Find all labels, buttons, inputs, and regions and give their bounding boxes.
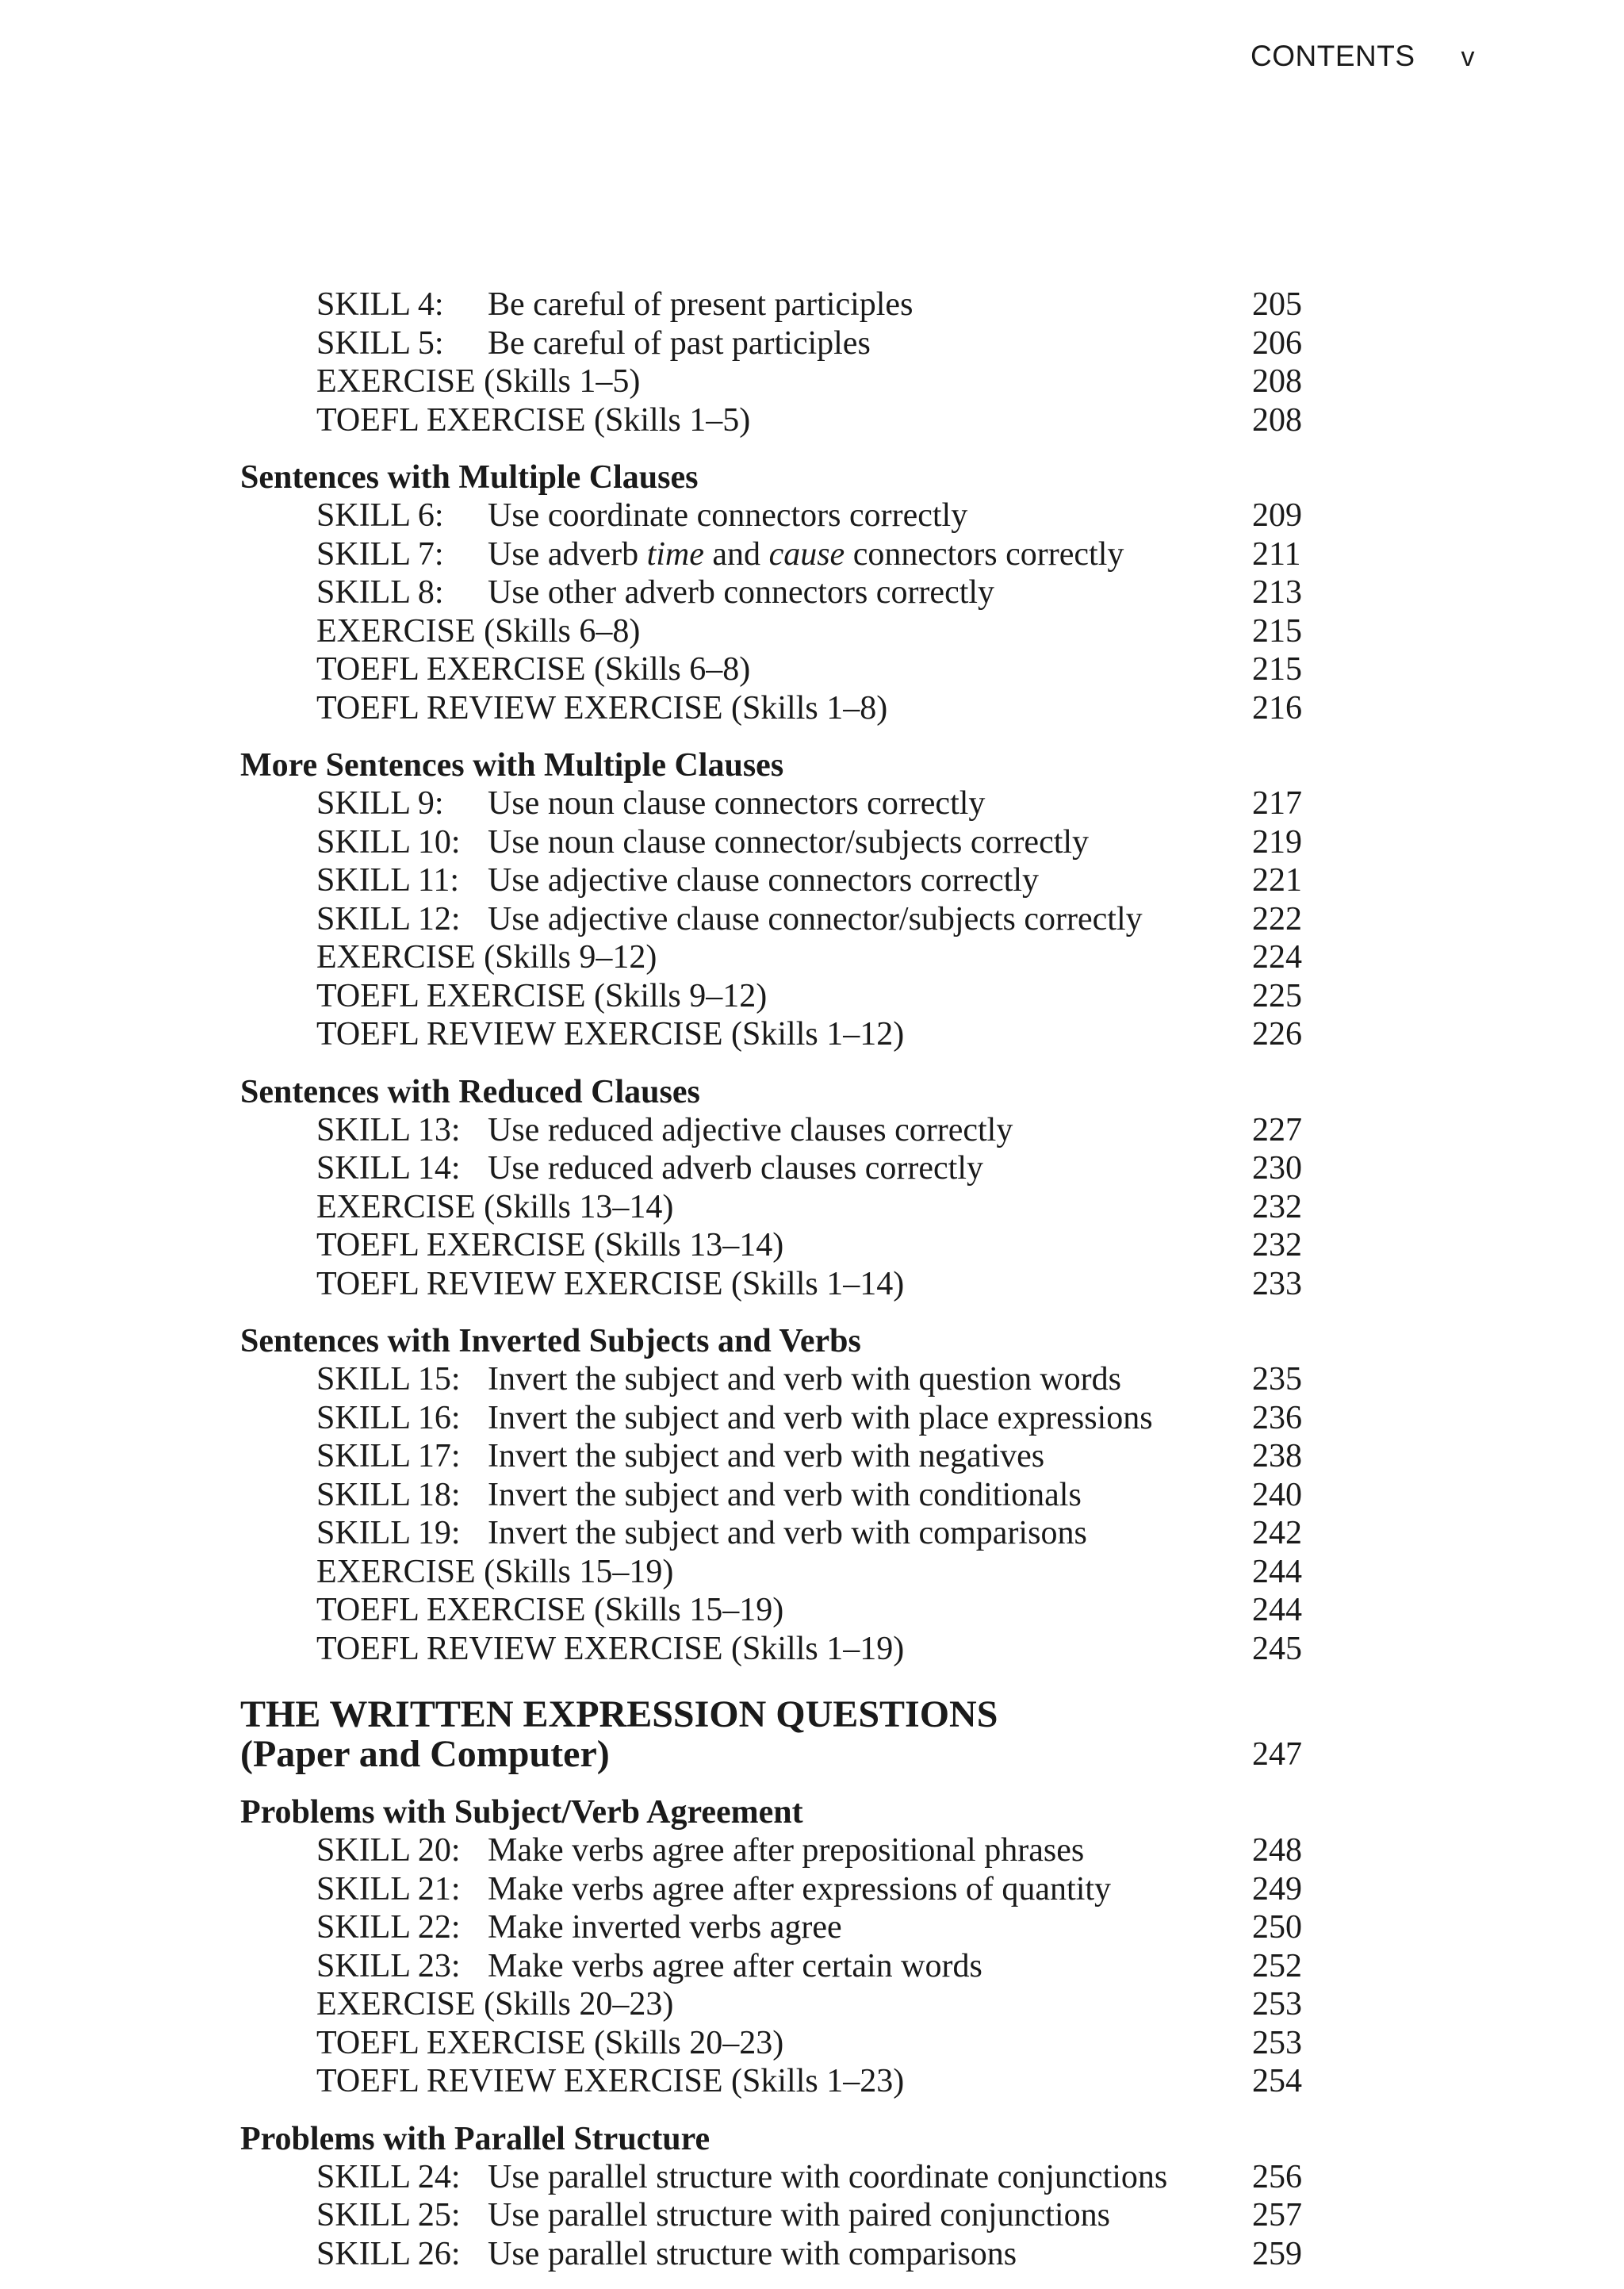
- page-number: 226: [1252, 1016, 1302, 1052]
- toc-entry[interactable]: [240, 1015, 1312, 1054]
- entry-title: TOEFL EXERCISE (Skills 9–12): [316, 977, 768, 1014]
- skill-label: SKILL 14:: [316, 1150, 461, 1187]
- skill-label: SKILL 26:: [316, 2235, 461, 2272]
- toc-entry[interactable]: [240, 1265, 1312, 1304]
- skill-label: SKILL 5:: [316, 324, 444, 362]
- page-number: 213: [1252, 574, 1302, 611]
- entry-title: Make inverted verbs agree: [488, 1909, 842, 1946]
- toc-entry[interactable]: [240, 784, 1312, 823]
- entry-title: EXERCISE (Skills 15–19): [316, 1553, 674, 1590]
- toc-entry[interactable]: [240, 1870, 1312, 1909]
- entry-title: TOEFL REVIEW EXERCISE (Skills 1–14): [316, 1265, 905, 1302]
- toc-entry[interactable]: [240, 1630, 1312, 1669]
- entry-title: EXERCISE (Skills 6–8): [316, 612, 641, 650]
- table-of-contents: [240, 286, 1312, 2273]
- page-number: 233: [1252, 1265, 1302, 1302]
- entry-title: EXERCISE (Skills 13–14): [316, 1188, 674, 1225]
- part-heading[interactable]: [240, 1695, 1312, 1774]
- toc-entry[interactable]: [240, 1553, 1312, 1592]
- page-number: 215: [1252, 612, 1302, 650]
- page-number: 230: [1252, 1150, 1302, 1187]
- entry-title: Use adjective clause connector/subjects correctly: [488, 900, 1143, 937]
- skill-label: SKILL 16:: [316, 1399, 461, 1436]
- page-number: 208: [1252, 363, 1302, 400]
- entry-title: Use noun clause connector/subjects correctly: [488, 823, 1090, 861]
- entry-title: Make verbs agree after expressions of quantity: [488, 1870, 1112, 1908]
- skill-label: SKILL 18:: [316, 1476, 461, 1513]
- toc-entry[interactable]: [240, 1476, 1312, 1515]
- toc-entry[interactable]: [240, 823, 1312, 862]
- entry-title: Use other adverb connectors correctly: [488, 574, 995, 611]
- toc-entry[interactable]: [240, 612, 1312, 651]
- page-number: 235: [1252, 1361, 1302, 1398]
- entry-title: TOEFL EXERCISE (Skills 6–8): [316, 651, 751, 688]
- section-heading[interactable]: Sentences with Multiple Clauses: [240, 459, 699, 496]
- toc-entry[interactable]: [240, 1437, 1312, 1476]
- skill-label: SKILL 10:: [316, 823, 461, 861]
- page-number: 245: [1252, 1630, 1302, 1667]
- page-number: 222: [1252, 900, 1302, 937]
- toc-entry[interactable]: [240, 362, 1312, 401]
- page-number: 248: [1252, 1832, 1302, 1869]
- section-heading[interactable]: Problems with Parallel Structure: [240, 2120, 710, 2157]
- toc-entry[interactable]: [240, 2158, 1312, 2197]
- part-title-line-2: (Paper and Computer): [240, 1733, 610, 1775]
- toc-entry[interactable]: [240, 1149, 1312, 1188]
- skill-label: SKILL 13:: [316, 1111, 461, 1148]
- entry-title: TOEFL EXERCISE (Skills 13–14): [316, 1227, 784, 1263]
- toc-entry[interactable]: [240, 861, 1312, 900]
- entry-title: TOEFL EXERCISE (Skills 15–19): [316, 1592, 784, 1628]
- entry-title: TOEFL REVIEW EXERCISE (Skills 1–19): [316, 1630, 905, 1667]
- entry-title: Invert the subject and verb with conditionals: [488, 1476, 1082, 1513]
- skill-label: SKILL 19:: [316, 1515, 461, 1551]
- page-number: 211: [1252, 535, 1301, 573]
- entry-title: Make verbs agree after prepositional phrases: [488, 1832, 1085, 1869]
- entry-title-part: Use adverb: [488, 535, 647, 573]
- skill-label: SKILL 20:: [316, 1832, 461, 1869]
- toc-entry[interactable]: [240, 1188, 1312, 1227]
- toc-entry[interactable]: [240, 2235, 1312, 2274]
- entry-title: TOEFL REVIEW EXERCISE (Skills 1–12): [316, 1016, 905, 1052]
- page-number: 224: [1252, 939, 1302, 976]
- toc-entry[interactable]: [240, 1399, 1312, 1438]
- toc-entry[interactable]: [240, 535, 1312, 574]
- toc-section: [240, 1073, 1312, 1304]
- entry-title: Use coordinate connectors correctly: [488, 497, 968, 534]
- section-heading[interactable]: More Sentences with Multiple Clauses: [240, 747, 784, 784]
- entry-title: Invert the subject and verb with place expressions: [488, 1399, 1153, 1436]
- part-title-line-1: THE WRITTEN EXPRESSION QUESTIONS: [240, 1693, 998, 1735]
- entry-title: TOEFL REVIEW EXERCISE (Skills 1–8): [316, 689, 888, 727]
- toc-entry[interactable]: [240, 324, 1312, 363]
- page-number: 227: [1252, 1111, 1302, 1148]
- toc-entry[interactable]: [240, 1360, 1312, 1399]
- toc-entry[interactable]: [240, 1985, 1312, 2024]
- page-number: 252: [1252, 1947, 1302, 1984]
- toc-entry[interactable]: [240, 401, 1312, 440]
- page-number: 225: [1252, 977, 1302, 1014]
- page-number: 244: [1252, 1592, 1302, 1628]
- page-number: 216: [1252, 689, 1302, 727]
- page-number: 247: [1252, 1736, 1302, 1773]
- entry-title: EXERCISE (Skills 20–23): [316, 1986, 674, 2023]
- skill-label: SKILL 7:: [316, 535, 444, 573]
- page-number: 253: [1252, 1986, 1302, 2023]
- page-number: 232: [1252, 1188, 1302, 1225]
- entry-title: EXERCISE (Skills 1–5): [316, 363, 641, 400]
- entry-title: Invert the subject and verb with question words: [488, 1361, 1121, 1398]
- toc-section: [240, 1793, 1312, 2101]
- toc-entry[interactable]: [240, 1111, 1312, 1150]
- toc-entry[interactable]: [240, 689, 1312, 728]
- entry-title-italic: cause: [768, 535, 845, 573]
- page-number: 242: [1252, 1515, 1302, 1551]
- skill-label: SKILL 22:: [316, 1909, 461, 1946]
- toc-section-continued: [240, 286, 1312, 439]
- part-titles: [240, 1695, 1252, 1774]
- toc-section: [240, 458, 1312, 727]
- page-number: 208: [1252, 401, 1302, 439]
- page-number: 250: [1252, 1909, 1302, 1946]
- toc-entry[interactable]: [240, 286, 1312, 324]
- entry-title: Be careful of present participles: [488, 286, 914, 323]
- page-number: 215: [1252, 651, 1302, 688]
- skill-label: SKILL 17:: [316, 1438, 461, 1474]
- toc-entry[interactable]: [240, 1831, 1312, 1870]
- toc-entry[interactable]: [240, 1226, 1312, 1265]
- entry-title: Use parallel structure with paired conjunctions: [488, 2197, 1110, 2233]
- running-head: [1251, 40, 1475, 73]
- page-number: 259: [1252, 2235, 1302, 2272]
- page-number: 221: [1252, 862, 1302, 899]
- toc-entry[interactable]: [240, 1514, 1312, 1553]
- section-heading[interactable]: Problems with Subject/Verb Agreement: [240, 1794, 803, 1831]
- toc-entry[interactable]: [240, 497, 1312, 535]
- skill-label: SKILL 6:: [316, 497, 444, 534]
- toc-section: [240, 1322, 1312, 1668]
- page-number: 240: [1252, 1476, 1302, 1513]
- entry-title: Invert the subject and verb with comparisons: [488, 1515, 1087, 1551]
- page-number: 253: [1252, 2024, 1302, 2061]
- entry-title: Use parallel structure with comparisons: [488, 2235, 1017, 2272]
- entry-title: TOEFL REVIEW EXERCISE (Skills 1–23): [316, 2063, 905, 2099]
- entry-title: Make verbs agree after certain words: [488, 1947, 982, 1984]
- toc-entry[interactable]: [240, 1591, 1312, 1630]
- skill-label: SKILL 15:: [316, 1361, 461, 1398]
- page-number: 257: [1252, 2197, 1302, 2233]
- entry-title: [488, 535, 1252, 574]
- page-number: 254: [1252, 2063, 1302, 2099]
- toc-entry[interactable]: [240, 2196, 1312, 2235]
- entry-title-part: and: [703, 535, 769, 573]
- skill-label: SKILL 23:: [316, 1947, 461, 1984]
- page-number: 256: [1252, 2158, 1302, 2195]
- running-head-title: CONTENTS: [1251, 40, 1415, 72]
- skill-label: SKILL 25:: [316, 2197, 461, 2233]
- toc-section: [240, 2120, 1312, 2274]
- entry-title-italic: time: [646, 535, 704, 573]
- skill-label: SKILL 9:: [316, 785, 444, 822]
- skill-label: SKILL 24:: [316, 2158, 461, 2195]
- entry-title: Use noun clause connectors correctly: [488, 785, 986, 822]
- page-number: 232: [1252, 1227, 1302, 1263]
- toc-entry[interactable]: [240, 977, 1312, 1016]
- entry-title: EXERCISE (Skills 9–12): [316, 939, 657, 976]
- entry-title: TOEFL EXERCISE (Skills 20–23): [316, 2024, 784, 2061]
- toc-entry[interactable]: [240, 2024, 1312, 2063]
- skill-label: SKILL 4:: [316, 286, 444, 323]
- entry-title: Be careful of past participles: [488, 324, 871, 362]
- skill-label: SKILL 21:: [316, 1870, 461, 1908]
- toc-entry[interactable]: [240, 900, 1312, 939]
- toc-entry[interactable]: [240, 1908, 1312, 1947]
- entry-title: Invert the subject and verb with negatives: [488, 1438, 1045, 1474]
- section-heading[interactable]: Sentences with Reduced Clauses: [240, 1073, 700, 1110]
- page-number: 206: [1252, 324, 1302, 362]
- toc-section: [240, 746, 1312, 1054]
- page-number: 236: [1252, 1399, 1302, 1436]
- entry-title: TOEFL EXERCISE (Skills 1–5): [316, 401, 751, 439]
- toc-entry[interactable]: [240, 650, 1312, 689]
- toc-entry[interactable]: [240, 1947, 1312, 1986]
- entry-title: Use reduced adverb clauses correctly: [488, 1150, 984, 1187]
- skill-label: SKILL 8:: [316, 574, 444, 611]
- entry-title-part: connectors correctly: [845, 535, 1124, 573]
- page-number: 219: [1252, 823, 1302, 861]
- entry-title: Use reduced adjective clauses correctly: [488, 1111, 1013, 1148]
- page-number: 217: [1252, 785, 1302, 822]
- page-number: 205: [1252, 286, 1302, 323]
- skill-label: SKILL 12:: [316, 900, 461, 937]
- toc-entry[interactable]: [240, 2062, 1312, 2101]
- page-number: 249: [1252, 1870, 1302, 1908]
- section-heading[interactable]: Sentences with Inverted Subjects and Verbs: [240, 1323, 861, 1359]
- page-number: 209: [1252, 497, 1302, 534]
- entry-title: Use parallel structure with coordinate conjunctions: [488, 2158, 1168, 2195]
- toc-entry[interactable]: [240, 573, 1312, 612]
- page-number: 238: [1252, 1438, 1302, 1474]
- toc-entry[interactable]: [240, 938, 1312, 977]
- page-number: 244: [1252, 1553, 1302, 1590]
- entry-title: Use adjective clause connectors correctly: [488, 862, 1039, 899]
- skill-label: SKILL 11:: [316, 862, 460, 899]
- running-head-page-number: v: [1461, 42, 1475, 72]
